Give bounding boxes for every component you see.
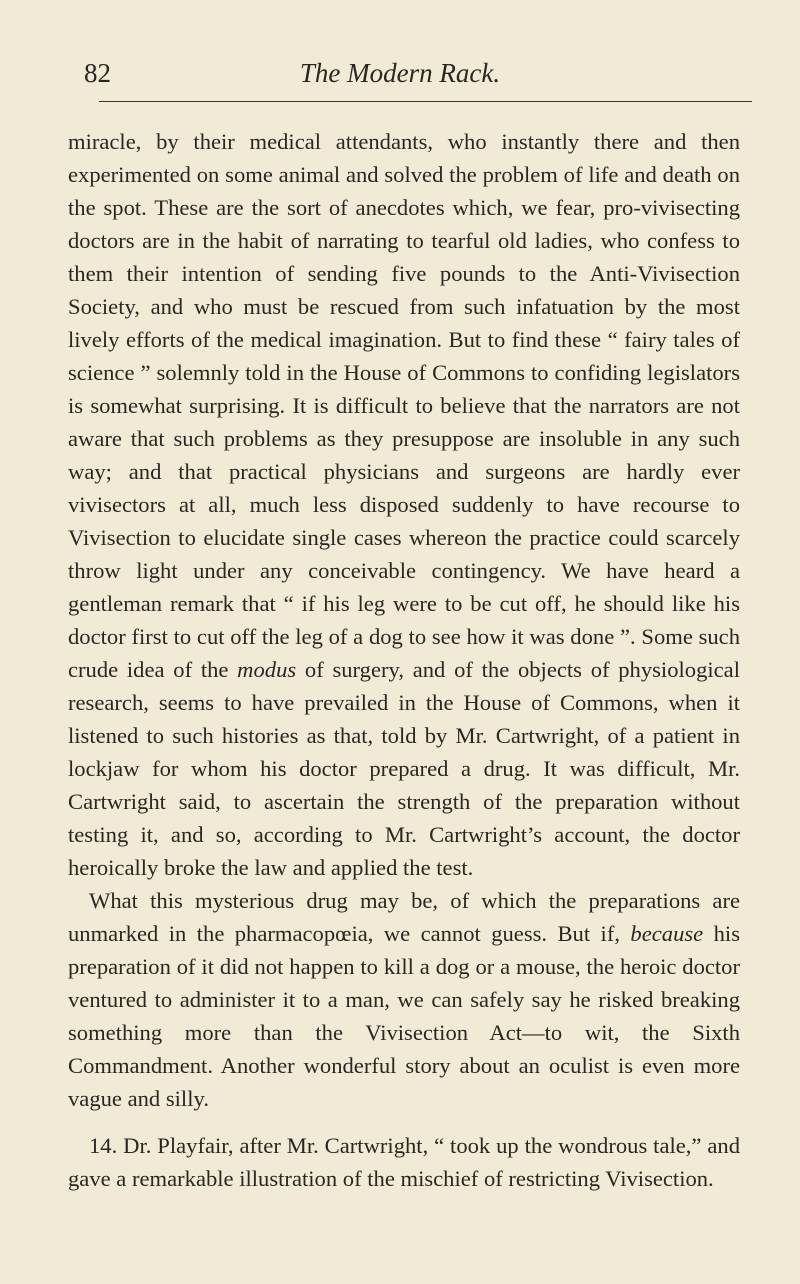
paragraph-2 [68,884,740,1115]
paragraph-1-text-a: miracle, by their medical attendants, who instantly there and then experimented on some animal and solved the problem of life and death on the spot. These are the sort of anecdotes which, we fear, pro-vivisecting doctors are in the habit of narrating to tearful old ladies, who confess to them their intention of sending five pounds to the Anti-Vivisection Society, and who must be rescued from such infatuation by the most lively efforts of the medical imagination. But to find these “ fairy tales of science ” solemnly told in the House of Commons to confiding legislators is somewhat surprising. It is difficult to believe that the narrators are not aware that such problems as they presuppose are insoluble in any such way; and that practical physicians and surgeons are hardly ever vivisectors at all, much less disposed suddenly to have recourse to Vivisection to elucidate single cases whereon the practice could scarcely throw light under any conceivable contingency. We have heard a gentleman remark that “ if his leg were to be cut off, he should like his doctor first to cut off the leg of a dog to see how it was done ”. Some such crude idea of the [68,129,740,682]
paragraph-3: 14. Dr. Playfair, after Mr. Cartwright, “ took up the wondrous tale,” and gave a remarkable illustration of the mischief of restricting Vivisection. [68,1133,740,1191]
header-rule [99,101,752,102]
paragraph-2-text-a: What this mysterious drug may be, of which the preparations are unmarked in the pharmacopœia, we cannot guess. But if, [68,888,740,946]
paragraph-1 [68,125,740,884]
paragraph-2-text-b: his preparation of it did not happen to kill a dog or a mouse, the heroic doctor ventured to administer it to a man, we can safely say he risked breaking something more than the Vivisection Act—to wit, the Sixth Commandment. Another wonderful story about an oculist is even more vague and silly. [68,921,740,1111]
paragraph-1-italic: modus [237,657,297,682]
page-header [0,56,800,96]
page-number: 82 [84,58,111,88]
running-title: The Modern Rack. [299,58,501,88]
paragraph-1-text-b: of surgery, and of the objects of physiological research, seems to have prevailed in the House of Commons, when it listened to such histories as that, told by Mr. Cartwright, of a patient in lockjaw for whom his doctor prepared a drug. It was difficult, Mr. Cartwright said, to ascertain the strength of the preparation without testing it, and so, according to Mr. Cartwright’s account, the doctor heroically broke the law and applied the test. [68,657,740,880]
body-text [68,125,740,1195]
paragraph-2-italic: because [630,921,704,946]
